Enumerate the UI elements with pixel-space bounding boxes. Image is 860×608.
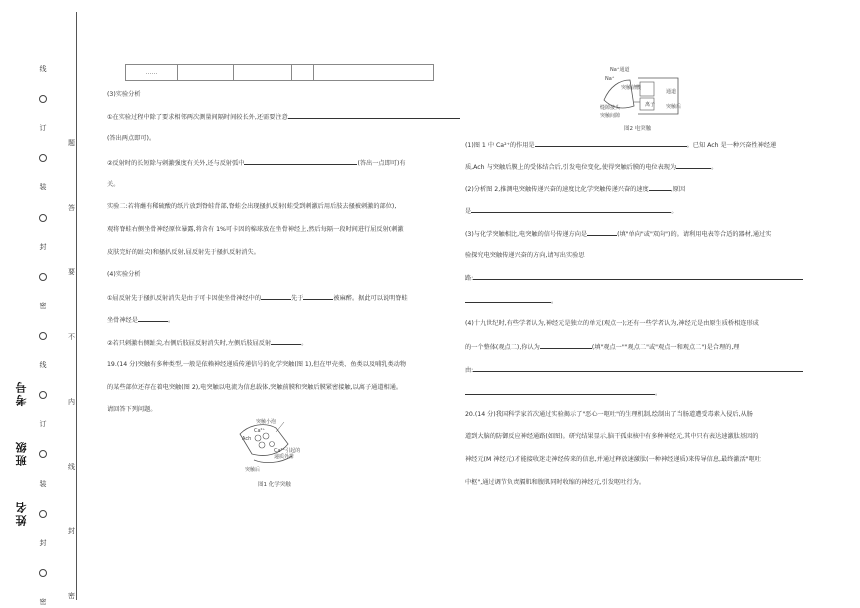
binding-hole [39, 391, 47, 399]
question-line [465, 185, 685, 194]
question-19-line: 的某些部位还存在着电突触(图 2),电突触以电流为信息载体,突触前膜和突触后膜紧密接触,以离子通道相通。 [107, 384, 403, 391]
question-text: ,原因 [670, 186, 686, 193]
question-line [107, 113, 460, 122]
question-20-line: 道到大脑的防御反应神经通路(如图)。研究结果显示,脑干孤束核中有多种神经元,其中只有表达速激肽基因的 [465, 433, 759, 440]
binding-hole [39, 569, 47, 577]
binding-hole [39, 154, 47, 162]
answer-blank[interactable] [473, 366, 803, 372]
figure-label: Ca²⁺ [254, 428, 266, 434]
question-text: (答出两点即可)。 [107, 135, 156, 142]
answer-blank[interactable] [261, 294, 291, 300]
question-20-line: 中枢",通过调节负责膈肌和腹肌同时收缩的神经元,引发呕吐行为。 [465, 479, 646, 486]
seal-column-outer [39, 66, 47, 606]
paragraph-line: 皮肤完好的趾尖)和搔扒反射,屈反射先于搔扒反射消失。 [107, 249, 260, 256]
seal-char: 题 [68, 139, 75, 147]
name-label: 姓名 [15, 500, 28, 526]
question-text: 验探究电突触传递兴奋的方向,请写出实验思 [465, 252, 585, 259]
question-line [465, 141, 776, 150]
question-line [465, 230, 771, 239]
question-text: 质,Ach 与突触后膜上的受体结合后,引发电位变化,使得突触后膜的电位表现为 [465, 164, 677, 171]
question-20-line: 20.(14 分)我国科学家首次通过实验揭示了"恶心一呕吐"的生理机制,绘制出了当肠道遭受毒素入侵后,从肠 [465, 411, 753, 418]
answer-blank[interactable] [244, 159, 357, 165]
figure-label: 缝隙接头 [600, 105, 621, 111]
figure-caption: 图2 电突触 [624, 126, 652, 132]
binding-line [76, 12, 77, 600]
seal-char: 装 [39, 479, 47, 488]
figure-label: Ach [242, 436, 252, 442]
data-table-row [125, 64, 434, 81]
answer-blank[interactable] [471, 207, 671, 213]
question-text: (3)与化学突触相比,电突触的信号传递方向是 [465, 231, 588, 238]
class-label: 班级 [15, 440, 28, 466]
table-cell [314, 65, 433, 80]
seal-char: 不 [68, 333, 75, 342]
question-19-line: 19.(14 分)突触有多种类型,一般是依赖神经递质传递信号的化学突触(图 1),但在甲壳类、鱼类以及哺乳类动物 [107, 361, 407, 368]
seal-char: 线 [39, 361, 47, 370]
question-text: 。 [301, 340, 308, 347]
question-text: 的一个整体(观点二),你认为 [465, 344, 540, 351]
question-19-line: 请回答下列问题。 [107, 406, 157, 413]
question-line [465, 343, 739, 352]
question-line [107, 316, 174, 325]
question-text: 。 [551, 298, 558, 305]
answer-blank[interactable] [535, 141, 687, 147]
question-text: 被麻醉。据此可以说明脊蛙 [333, 295, 408, 302]
student-number-label: 考号 [15, 380, 28, 406]
figure-label: Ca²⁺引起的递质外排 [274, 448, 301, 460]
seal-char: 答 [68, 203, 75, 212]
answer-blank[interactable] [271, 339, 301, 345]
question-text: 。 [711, 164, 718, 171]
answer-blank[interactable] [303, 294, 333, 300]
question-text: ②反射时的长短除与刺激强度有关外,还与反射弧中 [107, 160, 245, 167]
seal-char: 密 [68, 591, 75, 600]
table-cell [292, 65, 314, 80]
table-cell [178, 65, 234, 80]
table-cell [234, 65, 292, 80]
figure-label: Na⁺通道 [610, 67, 630, 73]
question-line [465, 297, 557, 306]
figure-label: 突触后 [245, 467, 261, 473]
question-text: (2)分析图 2,推测电突触传递兴奋的速度比化学突触传递兴奋的速度 [465, 186, 649, 193]
question-text: 。已知 Ach 是一种兴奋性神经递 [686, 142, 777, 149]
question-text: 是 [465, 208, 472, 215]
figure-label: 突触后 [666, 104, 682, 110]
question-text: 。 [671, 208, 678, 215]
seal-column-inner [68, 140, 75, 600]
seal-char: 线 [68, 462, 75, 471]
seal-char: 订 [39, 124, 47, 133]
question-line: (4)十九世纪时,有些学者认为,神经元是独立的单元(观点一);还有一些学者认为,神经元是由原生质桥相连形成 [465, 320, 759, 327]
answer-blank[interactable] [649, 185, 671, 191]
paragraph-line: 观将脊蛙右侧坐骨神经原位暴露,将含有 1%可卡因的棉球放在坐骨神经上,然后每隔一段时间进行屈反射(刺激 [107, 226, 404, 233]
figure-label: Na⁺ [605, 76, 615, 82]
question-text: 关。 [107, 181, 120, 188]
seal-char: 封 [68, 527, 75, 536]
paragraph-line: 实验二:若将蘸有稀硫酸的纸片放到脊蛙背部,脊蛙会出现搔扒反射(蛙受到刺激后用后肢去搔被刺激的部位), [107, 203, 397, 210]
binding-hole [39, 273, 47, 281]
question-text: 。 [167, 317, 175, 324]
figure-label: 离子 [645, 102, 656, 108]
question-text: ①在实验过程中除了要求相邻两次测量间隔时间较长外,还需要注意 [107, 114, 288, 121]
binding-hole [39, 95, 47, 103]
answer-blank[interactable] [465, 389, 655, 395]
answer-blank[interactable] [465, 297, 551, 303]
question-text: 。 [655, 390, 662, 397]
seal-char: 内 [68, 397, 75, 406]
question-line [107, 339, 307, 348]
figure-label: 通道 [666, 89, 677, 95]
seal-char: 要 [68, 268, 75, 277]
answer-blank[interactable] [473, 274, 803, 280]
question-text: 先于 [291, 295, 304, 302]
question-line [107, 159, 406, 168]
question-text: (1)图 1 中 Ca²⁺的作用是 [465, 142, 535, 149]
question-text: ①屈反射先于搔扒反射消失是由于可卡因使坐骨神经中的 [107, 295, 262, 302]
question-20-line: 神经元(M 神经元)才能接收迷走神经传来的信息,并通过释放速激肽(一种神经递质)来传导信息,最终激活"呕吐 [465, 456, 761, 463]
figure-label: 突触间隙 [600, 113, 621, 119]
question-line [465, 163, 717, 172]
figure-label: 突触前膜 [621, 85, 642, 91]
question-text: (填"单向"或"双向")的。请利用电表等合适的器材,通过实 [617, 231, 772, 238]
seal-char: 订 [39, 420, 47, 429]
seal-char: 密 [39, 301, 47, 310]
figure-label: 突触小泡 [256, 419, 277, 425]
seal-char: 线 [39, 65, 47, 73]
binding-hole [39, 332, 47, 340]
question-line [465, 389, 661, 398]
answer-blank[interactable] [676, 163, 711, 169]
section-heading: (4)实验分析 [107, 271, 141, 278]
question-line [465, 366, 803, 375]
question-text: ②若只刺激右侧趾尖,右侧后肢屈反射消失时,左侧后肢屈反射 [107, 340, 272, 347]
answer-blank[interactable] [288, 113, 460, 119]
section-heading: (3)实验分析 [107, 91, 141, 98]
question-line [465, 274, 803, 283]
table-cell: …… [126, 65, 178, 80]
figure-caption: 图1 化学突触 [258, 482, 291, 488]
binding-hole [39, 214, 47, 222]
question-line [107, 294, 408, 303]
question-line [465, 207, 677, 216]
question-text: 由: [465, 367, 474, 374]
binding-hole [39, 450, 47, 458]
question-text: (填"观点一""观点二"或"观点一和观点二")是合理的,理 [591, 344, 740, 351]
seal-char: 封 [39, 242, 47, 251]
answer-blank[interactable] [138, 316, 168, 322]
seal-char: 封 [39, 538, 47, 547]
binding-hole [39, 510, 47, 518]
seal-char: 密 [39, 597, 47, 606]
question-text: (答出一点即可)有 [357, 160, 406, 167]
seal-char: 装 [39, 183, 47, 192]
question-text: 坐骨神经是 [107, 317, 138, 324]
question-text: 路: [465, 275, 474, 282]
answer-blank[interactable] [587, 230, 617, 236]
answer-blank[interactable] [540, 343, 592, 349]
